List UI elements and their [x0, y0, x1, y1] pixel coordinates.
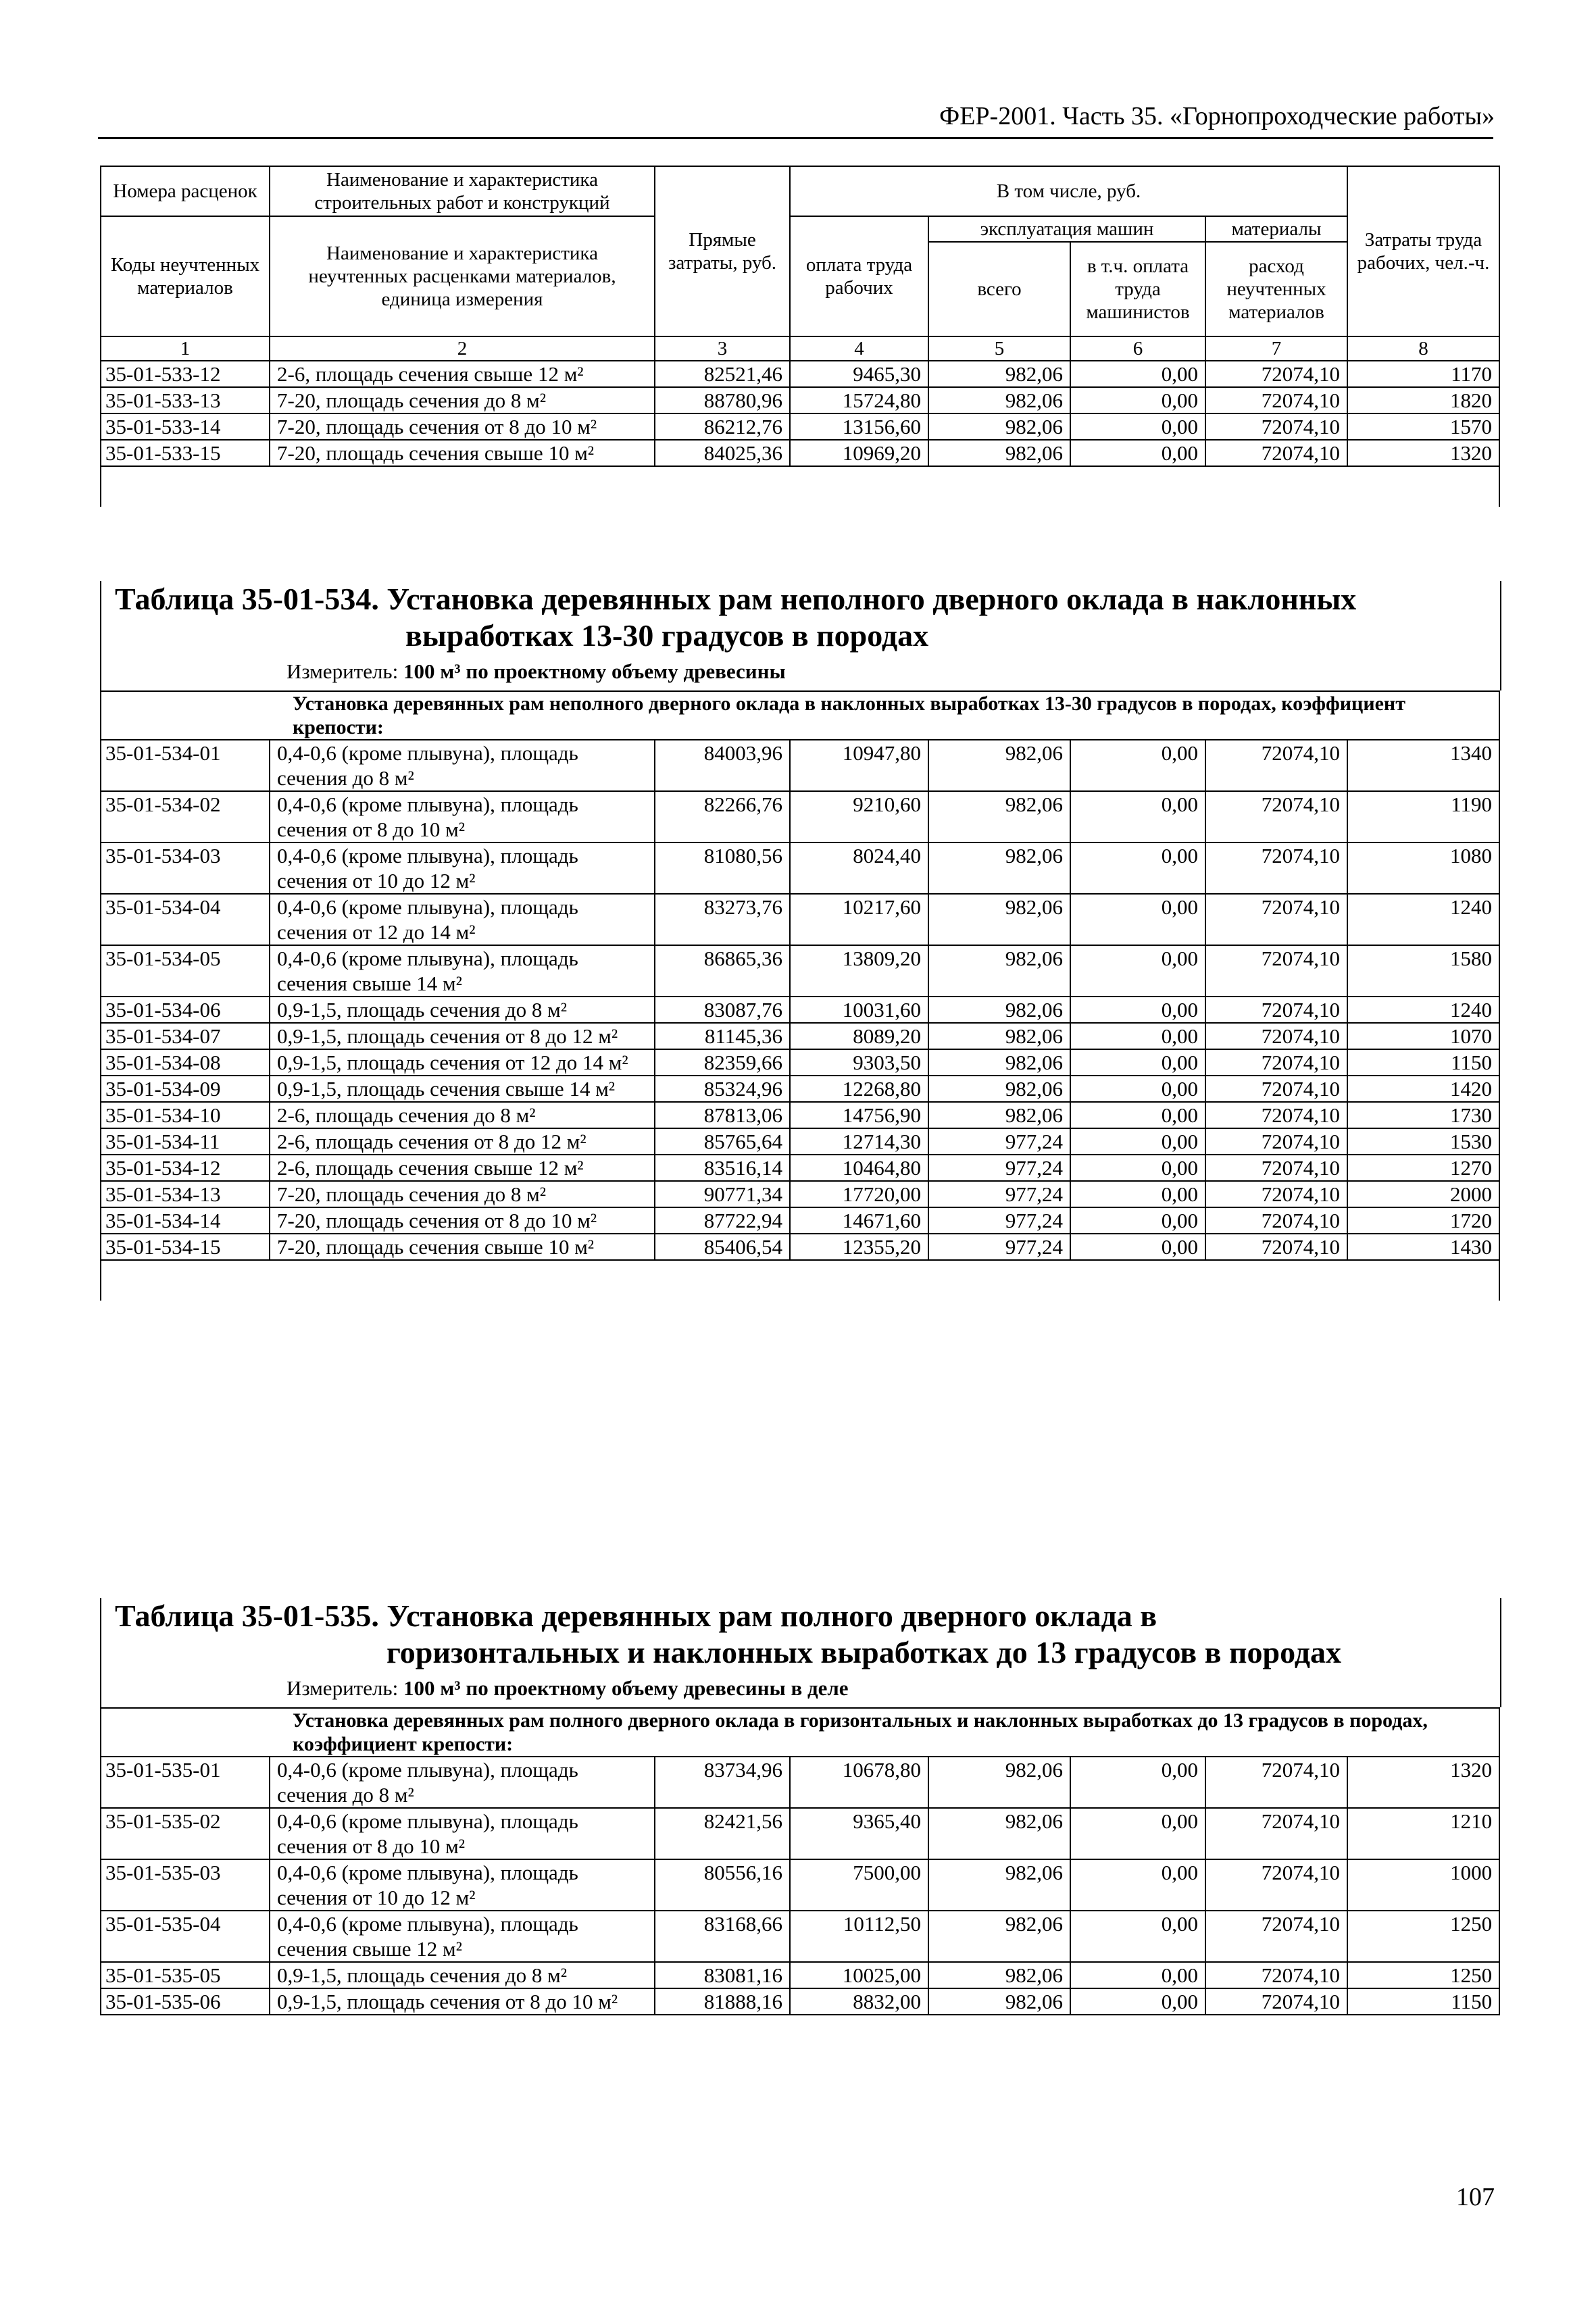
row-machine-labor-cost: 0,00: [1070, 1049, 1205, 1076]
row-labor-cost: 10217,60: [790, 894, 928, 945]
row-machine-cost: 982,06: [928, 1023, 1070, 1049]
table-534-group-heading: Установка деревянных рам неполного дверного оклада в наклонных выработках 13-30 градусов в породах, коэффициент крепости:: [270, 691, 1499, 740]
row-materials-cost: 72074,10: [1205, 413, 1347, 440]
row-materials-cost: 72074,10: [1205, 945, 1347, 997]
row-machine-cost: 982,06: [928, 997, 1070, 1023]
row-labor-cost: 9465,30: [790, 361, 928, 387]
row-code: 35-01-535-06: [101, 1988, 270, 2015]
row-name: 0,9-1,5, площадь сечения от 12 до 14 м²: [270, 1049, 655, 1076]
table-row: [101, 1181, 1499, 1207]
row-name: 7-20, площадь сечения до 8 м²: [270, 387, 655, 413]
row-labor-hours: 1580: [1347, 945, 1499, 997]
table-row: [101, 1757, 1499, 1808]
table-535-body: [101, 1757, 1499, 2015]
table-535-title-line2: горизонтальных и наклонных выработках до 13 градусов в породах: [386, 1635, 1342, 1669]
row-labor-hours: 1080: [1347, 842, 1499, 894]
col-header-labor: оплата труда рабочих: [790, 216, 928, 336]
table-row: [101, 1049, 1499, 1076]
row-labor-hours: 1190: [1347, 791, 1499, 842]
row-materials-cost: 72074,10: [1205, 894, 1347, 945]
table-row: [101, 1076, 1499, 1102]
col-header-machines: эксплуатация машин: [928, 216, 1205, 242]
row-machine-cost: 977,24: [928, 1207, 1070, 1234]
row-labor-cost: 14671,60: [790, 1207, 928, 1234]
row-machine-labor-cost: 0,00: [1070, 1102, 1205, 1128]
col-number: 3: [655, 336, 790, 361]
row-labor-cost: 7500,00: [790, 1859, 928, 1911]
row-code: 35-01-535-03: [101, 1859, 270, 1911]
row-direct-cost: 82266,76: [655, 791, 790, 842]
row-name: 0,4-0,6 (кроме плывуна), площадь сечения от 8 до 10 м²: [270, 1808, 655, 1859]
row-labor-cost: 9303,50: [790, 1049, 928, 1076]
row-machine-labor-cost: 0,00: [1070, 1128, 1205, 1155]
table-535-group-heading: Установка деревянных рам полного дверного оклада в горизонтальных и наклонных выработках до 13 градусов в породах, коэффициент крепости:: [270, 1708, 1499, 1757]
col-header-direct: Прямые затраты, руб.: [655, 166, 790, 336]
row-labor-hours: 1430: [1347, 1234, 1499, 1260]
row-direct-cost: 81145,36: [655, 1023, 790, 1049]
row-labor-hours: 1250: [1347, 1911, 1499, 1962]
row-name: 2-6, площадь сечения до 8 м²: [270, 1102, 655, 1128]
row-direct-cost: 87813,06: [655, 1102, 790, 1128]
row-name: 0,4-0,6 (кроме плывуна), площадь сечения свыше 12 м²: [270, 1911, 655, 1962]
col-header-mat-consumption: расход неучтенных материалов: [1205, 242, 1347, 336]
row-machine-labor-cost: 0,00: [1070, 440, 1205, 466]
row-code: 35-01-534-13: [101, 1181, 270, 1207]
row-code: 35-01-535-01: [101, 1757, 270, 1808]
row-machine-labor-cost: 0,00: [1070, 894, 1205, 945]
page-number: 107: [1456, 2183, 1495, 2211]
row-labor-hours: 1420: [1347, 1076, 1499, 1102]
row-name: 0,4-0,6 (кроме плывуна), площадь сечения свыше 14 м²: [270, 945, 655, 997]
row-direct-cost: 84025,36: [655, 440, 790, 466]
row-materials-cost: 72074,10: [1205, 387, 1347, 413]
row-name: 7-20, площадь сечения до 8 м²: [270, 1181, 655, 1207]
row-materials-cost: 72074,10: [1205, 1911, 1347, 1962]
row-machine-cost: 982,06: [928, 1049, 1070, 1076]
row-name: 7-20, площадь сечения свыше 10 м²: [270, 440, 655, 466]
row-machine-cost: 982,06: [928, 842, 1070, 894]
row-labor-cost: 15724,80: [790, 387, 928, 413]
table-row: [101, 440, 1499, 466]
row-machine-cost: 977,24: [928, 1128, 1070, 1155]
row-name: 7-20, площадь сечения свыше 10 м²: [270, 1234, 655, 1260]
table-534-title-block: [100, 581, 1501, 690]
col-number: 1: [101, 336, 270, 361]
col-header-in-total: В том числе, руб.: [790, 166, 1347, 216]
row-machine-cost: 982,06: [928, 1076, 1070, 1102]
row-name: 0,9-1,5, площадь сечения до 8 м²: [270, 1962, 655, 1988]
col-header-mach-total: всего: [928, 242, 1070, 336]
table-row: [101, 1808, 1499, 1859]
row-materials-cost: 72074,10: [1205, 1962, 1347, 1988]
row-labor-hours: 1150: [1347, 1049, 1499, 1076]
table-row: [101, 1023, 1499, 1049]
page-header-title: ФЕР-2001. Часть 35. «Горнопроходческие работы»: [939, 102, 1495, 130]
row-code: 35-01-535-02: [101, 1808, 270, 1859]
table-533: [100, 166, 1500, 507]
row-labor-cost: 8089,20: [790, 1023, 928, 1049]
row-machine-labor-cost: 0,00: [1070, 1023, 1205, 1049]
row-name: 0,9-1,5, площадь сечения свыше 14 м²: [270, 1076, 655, 1102]
row-code: 35-01-534-01: [101, 740, 270, 791]
table-row: [101, 997, 1499, 1023]
row-labor-cost: 8024,40: [790, 842, 928, 894]
row-code: 35-01-534-02: [101, 791, 270, 842]
row-name: 7-20, площадь сечения от 8 до 10 м²: [270, 413, 655, 440]
col-number: 4: [790, 336, 928, 361]
row-code: 35-01-534-03: [101, 842, 270, 894]
row-machine-labor-cost: 0,00: [1070, 1207, 1205, 1234]
row-direct-cost: 84003,96: [655, 740, 790, 791]
col-header-unaccounted-name: Наименование и характеристика неучтенных расценками материалов, единица измерения: [270, 216, 655, 336]
col-header-materials: материалы: [1205, 216, 1347, 242]
row-labor-hours: 1570: [1347, 413, 1499, 440]
row-materials-cost: 72074,10: [1205, 1757, 1347, 1808]
row-materials-cost: 72074,10: [1205, 1023, 1347, 1049]
row-code: 35-01-533-13: [101, 387, 270, 413]
row-labor-cost: 13156,60: [790, 413, 928, 440]
row-code: 35-01-534-12: [101, 1155, 270, 1181]
row-machine-cost: 982,06: [928, 1757, 1070, 1808]
table-533-body: [101, 361, 1499, 466]
row-direct-cost: 81888,16: [655, 1988, 790, 2015]
row-code: 35-01-534-11: [101, 1128, 270, 1155]
row-labor-cost: 10678,80: [790, 1757, 928, 1808]
row-name: 0,4-0,6 (кроме плывуна), площадь сечения от 12 до 14 м²: [270, 894, 655, 945]
meter-value: 100 м³ по проектному объему древесины в деле: [403, 1676, 849, 1700]
table-535: [100, 1707, 1500, 2015]
row-code: 35-01-534-08: [101, 1049, 270, 1076]
table-534-title: Таблица 35-01-534. Установка деревянных рам неполного дверного оклада в наклонных: [115, 582, 1357, 616]
row-name: 0,9-1,5, площадь сечения от 8 до 10 м²: [270, 1988, 655, 2015]
table-row: [101, 842, 1499, 894]
row-name: 2-6, площадь сечения свыше 12 м²: [270, 1155, 655, 1181]
row-direct-cost: 83168,66: [655, 1911, 790, 1962]
col-number: 6: [1070, 336, 1205, 361]
row-machine-cost: 982,06: [928, 1102, 1070, 1128]
row-labor-hours: 1730: [1347, 1102, 1499, 1128]
row-direct-cost: 88780,96: [655, 387, 790, 413]
row-labor-cost: 12355,20: [790, 1234, 928, 1260]
row-direct-cost: 85765,64: [655, 1128, 790, 1155]
row-machine-cost: 982,06: [928, 440, 1070, 466]
row-direct-cost: 82521,46: [655, 361, 790, 387]
row-direct-cost: 81080,56: [655, 842, 790, 894]
table-535-title: Таблица 35-01-535. Установка деревянных рам полного дверного оклада в: [115, 1599, 1157, 1633]
table-534-title-line2: выработках 13-30 градусов в породах: [405, 618, 929, 653]
row-machine-labor-cost: 0,00: [1070, 361, 1205, 387]
row-labor-cost: 10112,50: [790, 1911, 928, 1962]
row-materials-cost: 72074,10: [1205, 1049, 1347, 1076]
row-materials-cost: 72074,10: [1205, 1988, 1347, 2015]
row-direct-cost: 83273,76: [655, 894, 790, 945]
row-code: 35-01-534-10: [101, 1102, 270, 1128]
row-labor-hours: 1530: [1347, 1128, 1499, 1155]
row-machine-cost: 982,06: [928, 740, 1070, 791]
table-row: [101, 1207, 1499, 1234]
row-name: 0,4-0,6 (кроме плывуна), площадь сечения от 10 до 12 м²: [270, 842, 655, 894]
row-machine-labor-cost: 0,00: [1070, 945, 1205, 997]
row-labor-cost: 10025,00: [790, 1962, 928, 1988]
row-direct-cost: 90771,34: [655, 1181, 790, 1207]
row-machine-labor-cost: 0,00: [1070, 1181, 1205, 1207]
col-number: 7: [1205, 336, 1347, 361]
row-materials-cost: 72074,10: [1205, 740, 1347, 791]
header-rule: [98, 137, 1493, 139]
table-533-trailer: [101, 466, 1499, 507]
table-535-meter: [101, 1675, 1500, 1702]
row-code: 35-01-533-15: [101, 440, 270, 466]
col-header-name: Наименование и характеристика строительных работ и конструкций: [270, 166, 655, 216]
row-machine-cost: 977,24: [928, 1155, 1070, 1181]
row-labor-hours: 1150: [1347, 1988, 1499, 2015]
row-materials-cost: 72074,10: [1205, 1181, 1347, 1207]
table-row: [101, 1911, 1499, 1962]
meter-label: Измеритель:: [286, 1676, 399, 1700]
row-direct-cost: 83734,96: [655, 1757, 790, 1808]
row-materials-cost: 72074,10: [1205, 1234, 1347, 1260]
row-labor-cost: 14756,90: [790, 1102, 928, 1128]
row-code: 35-01-534-04: [101, 894, 270, 945]
table-row: [101, 1234, 1499, 1260]
row-machine-cost: 977,24: [928, 1234, 1070, 1260]
row-direct-cost: 80556,16: [655, 1859, 790, 1911]
row-code: 35-01-533-12: [101, 361, 270, 387]
row-name: 0,4-0,6 (кроме плывуна), площадь сечения до 8 м²: [270, 1757, 655, 1808]
row-labor-hours: 1720: [1347, 1207, 1499, 1234]
row-machine-labor-cost: 0,00: [1070, 791, 1205, 842]
row-labor-cost: 17720,00: [790, 1181, 928, 1207]
row-name: 0,9-1,5, площадь сечения от 8 до 12 м²: [270, 1023, 655, 1049]
table-row: [101, 361, 1499, 387]
row-labor-cost: 10969,20: [790, 440, 928, 466]
row-labor-hours: 2000: [1347, 1181, 1499, 1207]
col-header-hours: Затраты труда рабочих, чел.-ч.: [1347, 166, 1499, 336]
col-header-unaccounted-codes: Коды неучтенных материалов: [101, 216, 270, 336]
row-materials-cost: 72074,10: [1205, 1102, 1347, 1128]
row-labor-hours: 1820: [1347, 387, 1499, 413]
row-machine-labor-cost: 0,00: [1070, 740, 1205, 791]
row-machine-cost: 977,24: [928, 1181, 1070, 1207]
table-534-body: [101, 740, 1499, 1260]
row-labor-hours: 1000: [1347, 1859, 1499, 1911]
row-machine-labor-cost: 0,00: [1070, 387, 1205, 413]
row-materials-cost: 72074,10: [1205, 361, 1347, 387]
table-row: [101, 413, 1499, 440]
row-name: 0,9-1,5, площадь сечения до 8 м²: [270, 997, 655, 1023]
row-machine-cost: 982,06: [928, 1911, 1070, 1962]
table-row: [101, 1962, 1499, 1988]
row-materials-cost: 72074,10: [1205, 791, 1347, 842]
row-direct-cost: 86212,76: [655, 413, 790, 440]
row-direct-cost: 86865,36: [655, 945, 790, 997]
col-number: 2: [270, 336, 655, 361]
table-535-title-block: [100, 1598, 1501, 1707]
col-number: 8: [1347, 336, 1499, 361]
table-row: [101, 1155, 1499, 1181]
row-labor-cost: 10031,60: [790, 997, 928, 1023]
row-machine-labor-cost: 0,00: [1070, 413, 1205, 440]
row-labor-cost: 13809,20: [790, 945, 928, 997]
table-row: [101, 1102, 1499, 1128]
row-labor-cost: 8832,00: [790, 1988, 928, 2015]
row-code: 35-01-534-05: [101, 945, 270, 997]
table-row: [101, 740, 1499, 791]
row-direct-cost: 83087,76: [655, 997, 790, 1023]
row-code: 35-01-535-04: [101, 1911, 270, 1962]
row-materials-cost: 72074,10: [1205, 997, 1347, 1023]
row-labor-hours: 1170: [1347, 361, 1499, 387]
row-machine-labor-cost: 0,00: [1070, 1988, 1205, 2015]
row-machine-cost: 982,06: [928, 1859, 1070, 1911]
row-labor-hours: 1070: [1347, 1023, 1499, 1049]
row-machine-labor-cost: 0,00: [1070, 1808, 1205, 1859]
row-direct-cost: 85324,96: [655, 1076, 790, 1102]
row-code: 35-01-535-05: [101, 1962, 270, 1988]
table-534-meter: [101, 658, 1500, 685]
row-labor-hours: 1270: [1347, 1155, 1499, 1181]
row-machine-labor-cost: 0,00: [1070, 1911, 1205, 1962]
row-code: 35-01-534-06: [101, 997, 270, 1023]
row-labor-hours: 1320: [1347, 440, 1499, 466]
row-machine-labor-cost: 0,00: [1070, 997, 1205, 1023]
row-machine-labor-cost: 0,00: [1070, 1076, 1205, 1102]
row-code: 35-01-534-09: [101, 1076, 270, 1102]
row-machine-cost: 982,06: [928, 1962, 1070, 1988]
table-row: [101, 1128, 1499, 1155]
row-machine-cost: 982,06: [928, 413, 1070, 440]
row-labor-hours: 1210: [1347, 1808, 1499, 1859]
table-534-trailer: [101, 1260, 1499, 1301]
row-name: 0,4-0,6 (кроме плывуна), площадь сечения от 10 до 12 м²: [270, 1859, 655, 1911]
row-machine-labor-cost: 0,00: [1070, 1234, 1205, 1260]
row-name: 0,4-0,6 (кроме плывуна), площадь сечения от 8 до 10 м²: [270, 791, 655, 842]
row-labor-cost: 9365,40: [790, 1808, 928, 1859]
row-machine-labor-cost: 0,00: [1070, 1962, 1205, 1988]
row-name: 0,4-0,6 (кроме плывуна), площадь сечения до 8 м²: [270, 740, 655, 791]
row-direct-cost: 82421,56: [655, 1808, 790, 1859]
row-machine-labor-cost: 0,00: [1070, 842, 1205, 894]
row-direct-cost: 87722,94: [655, 1207, 790, 1234]
row-labor-cost: 9210,60: [790, 791, 928, 842]
row-labor-hours: 1340: [1347, 740, 1499, 791]
col-number: 5: [928, 336, 1070, 361]
row-labor-cost: 12714,30: [790, 1128, 928, 1155]
col-header-mach-labor: в т.ч. оплата труда машинистов: [1070, 242, 1205, 336]
table-534: [100, 690, 1500, 1301]
table-row: [101, 791, 1499, 842]
row-materials-cost: 72074,10: [1205, 842, 1347, 894]
table-row: [101, 1988, 1499, 2015]
row-materials-cost: 72074,10: [1205, 1808, 1347, 1859]
row-labor-hours: 1240: [1347, 894, 1499, 945]
row-machine-cost: 982,06: [928, 387, 1070, 413]
row-materials-cost: 72074,10: [1205, 1076, 1347, 1102]
col-header-codes: Номера расценок: [101, 166, 270, 216]
meter-value: 100 м³ по проектному объему древесины: [403, 659, 786, 683]
row-direct-cost: 83516,14: [655, 1155, 790, 1181]
table-row: [101, 387, 1499, 413]
row-name: 2-6, площадь сечения от 8 до 12 м²: [270, 1128, 655, 1155]
table-row: [101, 894, 1499, 945]
row-direct-cost: 85406,54: [655, 1234, 790, 1260]
row-labor-hours: 1320: [1347, 1757, 1499, 1808]
row-direct-cost: 83081,16: [655, 1962, 790, 1988]
row-machine-cost: 982,06: [928, 945, 1070, 997]
row-materials-cost: 72074,10: [1205, 1128, 1347, 1155]
row-machine-cost: 982,06: [928, 791, 1070, 842]
row-materials-cost: 72074,10: [1205, 440, 1347, 466]
row-machine-labor-cost: 0,00: [1070, 1859, 1205, 1911]
row-materials-cost: 72074,10: [1205, 1207, 1347, 1234]
row-machine-cost: 982,06: [928, 1988, 1070, 2015]
row-code: 35-01-533-14: [101, 413, 270, 440]
row-labor-hours: 1250: [1347, 1962, 1499, 1988]
row-labor-cost: 10464,80: [790, 1155, 928, 1181]
row-machine-labor-cost: 0,00: [1070, 1155, 1205, 1181]
row-materials-cost: 72074,10: [1205, 1155, 1347, 1181]
row-machine-cost: 982,06: [928, 361, 1070, 387]
row-code: 35-01-534-14: [101, 1207, 270, 1234]
row-direct-cost: 82359,66: [655, 1049, 790, 1076]
row-labor-cost: 12268,80: [790, 1076, 928, 1102]
meter-label: Измеритель:: [286, 659, 399, 683]
row-machine-cost: 982,06: [928, 1808, 1070, 1859]
row-labor-cost: 10947,80: [790, 740, 928, 791]
row-name: 7-20, площадь сечения от 8 до 10 м²: [270, 1207, 655, 1234]
table-row: [101, 1859, 1499, 1911]
row-machine-cost: 982,06: [928, 894, 1070, 945]
row-code: 35-01-534-15: [101, 1234, 270, 1260]
row-machine-labor-cost: 0,00: [1070, 1757, 1205, 1808]
row-code: 35-01-534-07: [101, 1023, 270, 1049]
row-labor-hours: 1240: [1347, 997, 1499, 1023]
row-name: 2-6, площадь сечения свыше 12 м²: [270, 361, 655, 387]
table-row: [101, 945, 1499, 997]
row-materials-cost: 72074,10: [1205, 1859, 1347, 1911]
